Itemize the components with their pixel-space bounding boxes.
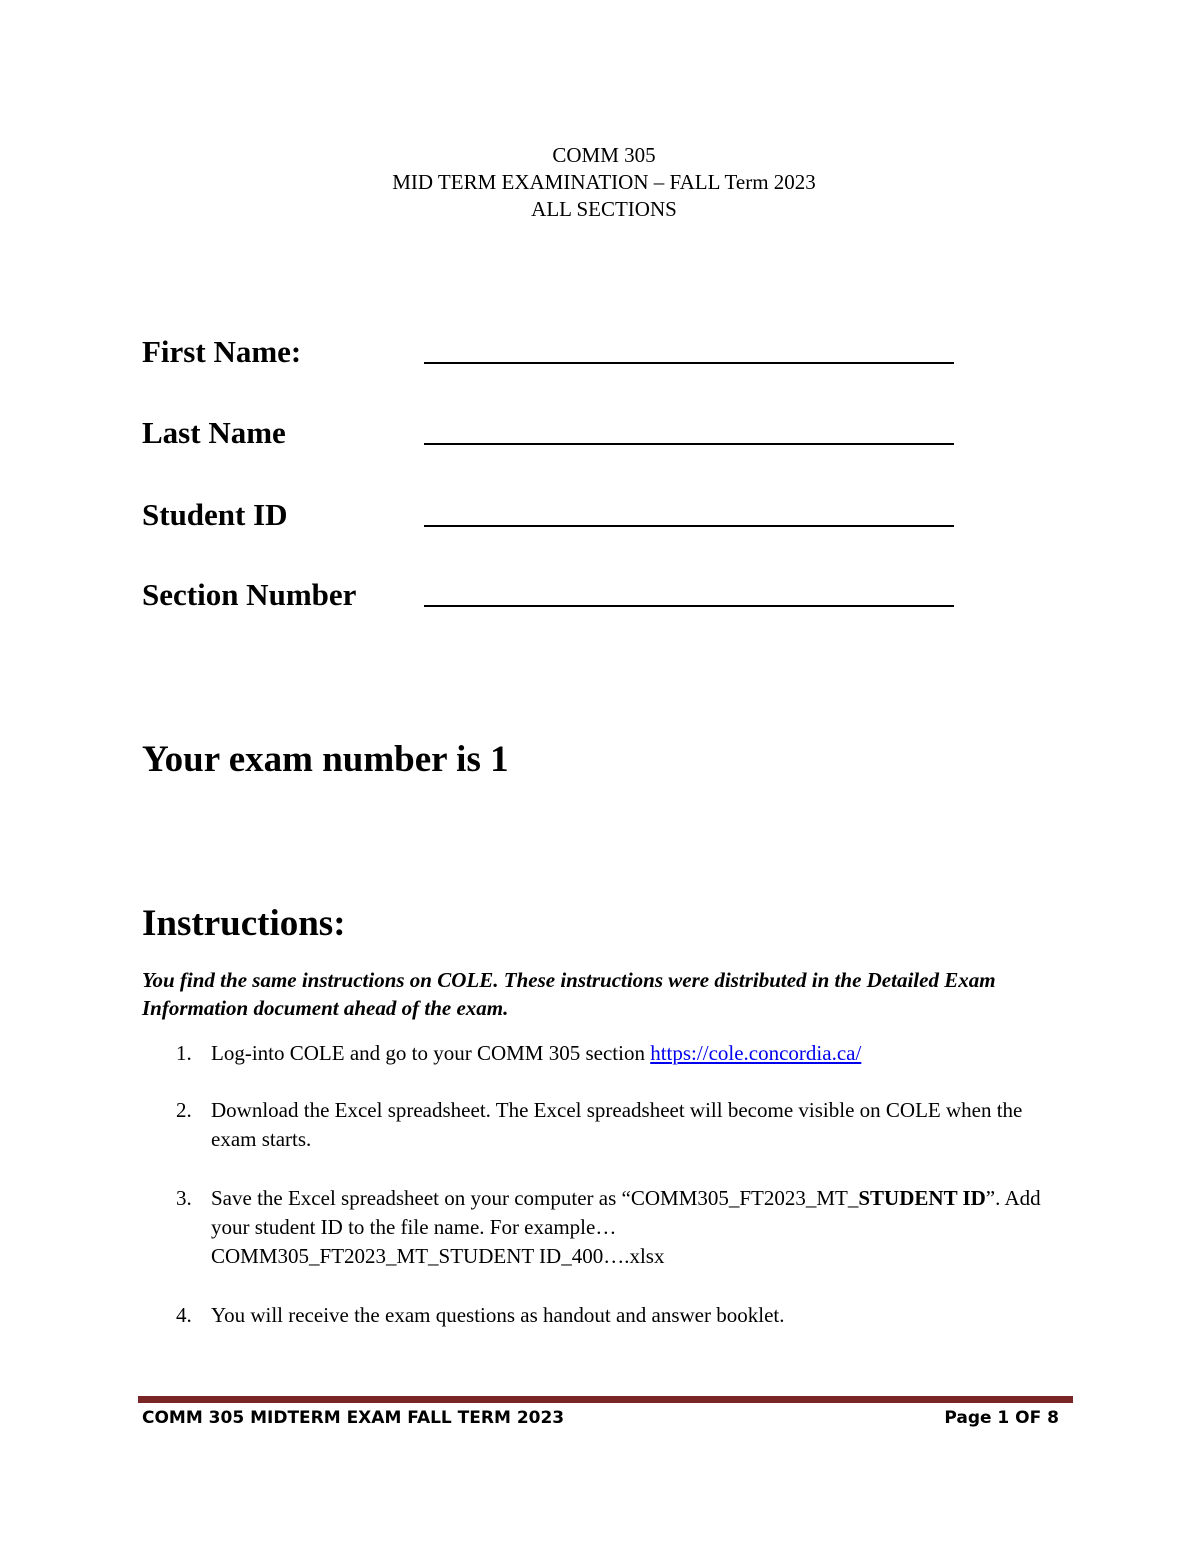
section-number-blank-line (424, 605, 954, 607)
first-name-field (142, 334, 954, 374)
student-id-blank-line (424, 525, 954, 527)
last-name-field (142, 415, 954, 455)
list-item-text: Log-into COLE and go to your COMM 305 section (211, 1041, 651, 1065)
list-item (176, 1301, 1056, 1330)
list-number: 3. (176, 1186, 192, 1210)
list-item-text: Save the Excel spreadsheet on your computer as “COMM305_FT2023_MT_ (211, 1186, 859, 1210)
exam-title: MID TERM EXAMINATION – FALL Term 2023 (392, 170, 816, 194)
exam-number-heading: Your exam number is 1 (142, 739, 509, 780)
exam-header (0, 142, 1200, 223)
course-code: COMM 305 (552, 143, 656, 167)
first-name-label: First Name: (142, 334, 302, 369)
list-item (176, 1184, 1056, 1271)
student-id-field (142, 497, 954, 537)
section-number-field (142, 577, 954, 617)
last-name-blank-line (424, 443, 954, 445)
list-number: 4. (176, 1303, 192, 1327)
list-item-text: You will receive the exam questions as handout and answer booklet. (211, 1303, 785, 1327)
instructions-heading: Instructions: (142, 903, 346, 944)
student-id-emphasis: STUDENT ID (858, 1186, 986, 1210)
list-item-text: Download the Excel spreadsheet. The Excel spreadsheet will become visible on COLE when the exam starts. (211, 1098, 1023, 1151)
footer-rule (138, 1396, 1073, 1403)
sections-label: ALL SECTIONS (531, 197, 677, 221)
section-number-label: Section Number (142, 577, 357, 612)
list-item (176, 1096, 1056, 1154)
list-item (176, 1039, 1056, 1068)
last-name-label: Last Name (142, 415, 286, 450)
first-name-blank-line (424, 362, 954, 364)
cole-link[interactable]: https://cole.concordia.ca/ (650, 1041, 862, 1065)
list-number: 1. (176, 1041, 192, 1065)
student-id-label: Student ID (142, 497, 288, 532)
list-number: 2. (176, 1098, 192, 1122)
list-item-text-cont: ”. Add your student ID to the file name. For example… (211, 1186, 1041, 1239)
instructions-intro: You find the same instructions on COLE. These instructions were distributed in the Detailed Exam Information document ahead of the exam. (142, 968, 996, 1020)
example-filename: COMM305_FT2023_MT_STUDENT ID_400….xlsx (211, 1244, 665, 1268)
footer-title: COMM 305 MIDTERM EXAM FALL TERM 2023 (142, 1408, 565, 1428)
page-number: Page 1 OF 8 (944, 1408, 1059, 1428)
